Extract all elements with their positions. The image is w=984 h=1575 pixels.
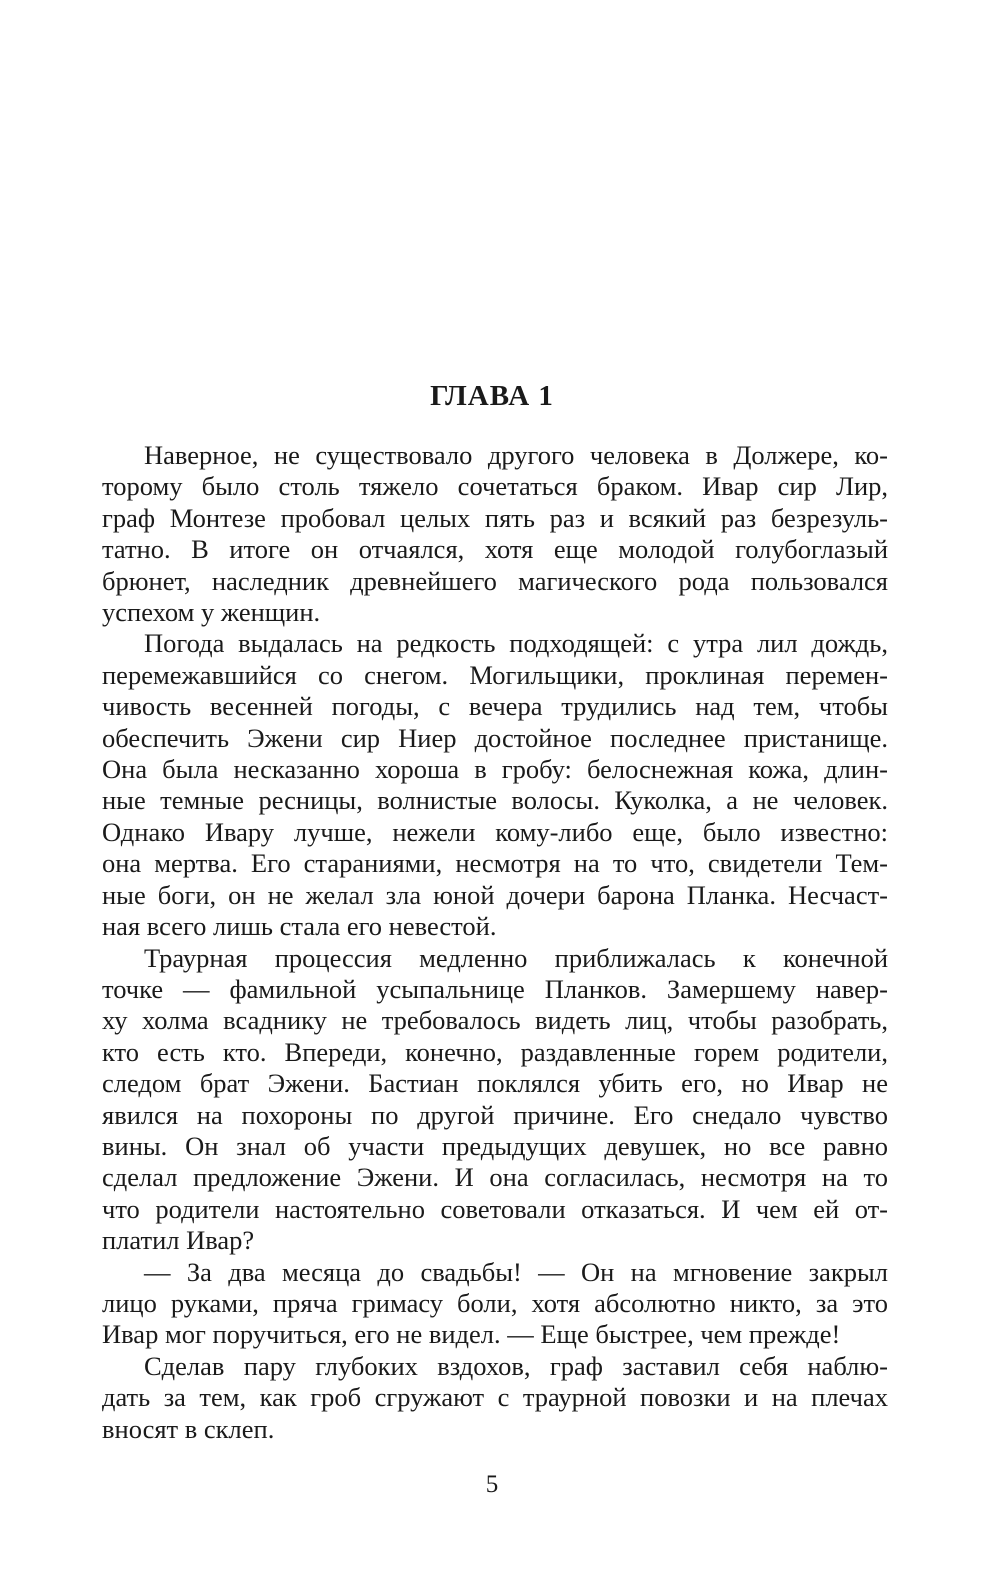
text-line: сделал предложение Эжени. И она согласилась, несмотря на то xyxy=(102,1162,888,1193)
paragraph xyxy=(102,440,888,628)
text-line: платил Ивар? xyxy=(102,1225,255,1256)
text-line: граф Монтезе пробовал целых пять раз и всякий раз безрезуль- xyxy=(102,502,888,533)
text-line: торому было столь тяжело сочетаться браком. Ивар сир Лир, xyxy=(102,471,888,502)
text-line: успехом у женщин. xyxy=(102,597,321,628)
text-line: Траурная процессия медленно приближалась к конечной xyxy=(144,942,888,973)
text-line: ная всего лишь стала его невестой. xyxy=(102,911,497,942)
paragraph xyxy=(102,1257,888,1351)
text-line: Ивар мог поручиться, его не видел. — Еще быстрее, чем прежде! xyxy=(102,1319,841,1350)
text-line: лицо руками, пряча гримасу боли, хотя абсолютно никто, за это xyxy=(102,1287,888,1318)
text-line: татно. В итоге он отчаялся, хотя еще молодой голубоглазый xyxy=(102,534,888,565)
text-line: точке — фамильной усыпальнице Планков. Замершему навер- xyxy=(102,973,888,1004)
body-text xyxy=(102,440,888,1445)
text-line: ные боги, он не желал зла юной дочери барона Планка. Несчаст- xyxy=(102,879,888,910)
text-line: вины. Он знал об участи предыдущих девушек, но все равно xyxy=(102,1130,888,1161)
text-line: обеспечить Эжени сир Ниер достойное последнее пристанище. xyxy=(102,722,888,753)
text-line: — За два месяца до свадьбы! — Он на мгновение закрыл xyxy=(144,1256,888,1287)
text-line: следом брат Эжени. Бастиан поклялся убить его, но Ивар не xyxy=(102,1068,888,1099)
text-line: Однако Ивару лучше, нежели кому-либо еще, было известно: xyxy=(102,816,888,847)
text-line: брюнет, наследник древнейшего магического рода пользовался xyxy=(102,565,888,596)
text-line: что родители настоятельно советовали отказаться. И чем ей от- xyxy=(102,1193,888,1224)
chapter-title: ГЛАВА 1 xyxy=(430,380,554,412)
paragraph xyxy=(102,628,888,942)
paragraph xyxy=(102,943,888,1257)
text-line: Наверное, не существовало другого человека в Должере, ко- xyxy=(144,440,888,470)
text-line: ху холма всаднику не требовалось видеть лиц, чтобы разобрать, xyxy=(102,1005,888,1036)
text-line: Погода выдалась на редкость подходящей: с утра лил дождь, xyxy=(144,628,888,659)
page-number: 5 xyxy=(485,1471,499,1498)
paragraph xyxy=(102,1351,888,1445)
text-line: чивость весенней погоды, с вечера трудились над тем, чтобы xyxy=(102,691,888,722)
text-line: ные темные ресницы, волнистые волосы. Куколка, а не человек. xyxy=(102,785,888,816)
text-line: явился на похороны по другой причине. Его снедало чувство xyxy=(102,1099,888,1130)
text-line: вносят в склеп. xyxy=(102,1413,275,1444)
text-line: дать за тем, как гроб сгружают с траурной повозки и на плечах xyxy=(102,1382,888,1413)
text-line: кто есть кто. Впереди, конечно, раздавленные горем родители, xyxy=(102,1036,888,1067)
text-line: перемежавшийся со снегом. Могильщики, проклиная перемен- xyxy=(102,659,888,690)
text-line: она мертва. Его стараниями, несмотря на то что, свидетели Тем- xyxy=(102,848,888,879)
text-line: Она была несказанно хороша в гробу: белоснежная кожа, длин- xyxy=(102,754,888,785)
text-line: Сделав пару глубоких вздохов, граф заставил себя наблю- xyxy=(144,1350,888,1381)
